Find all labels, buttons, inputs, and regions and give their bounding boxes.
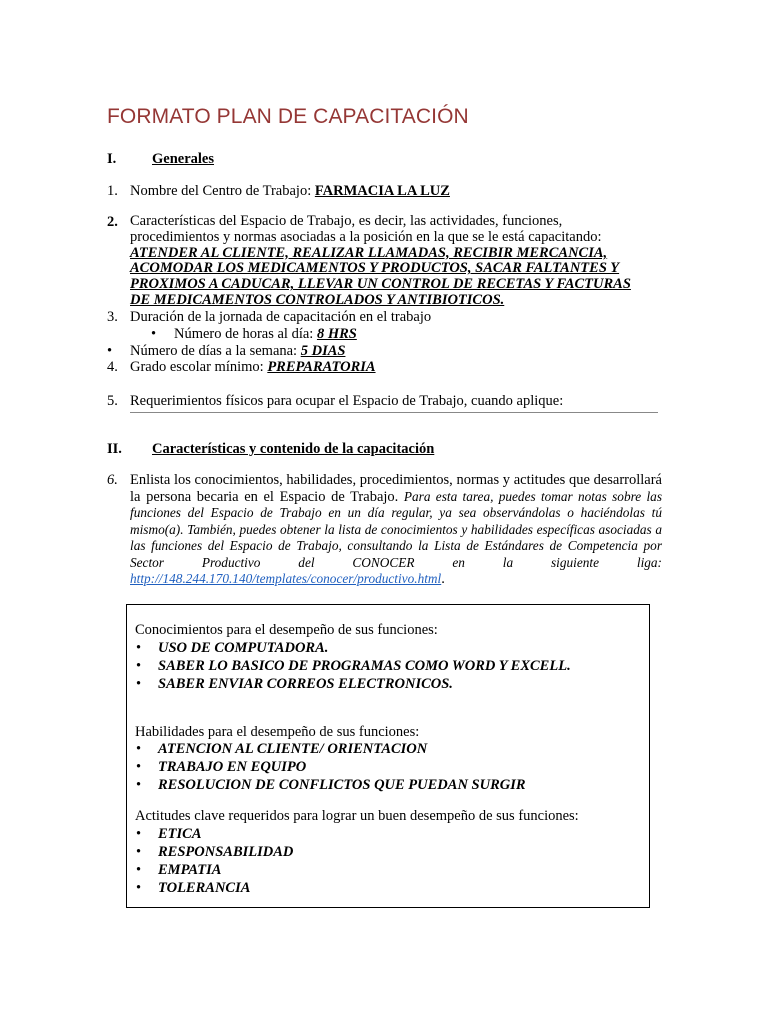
knowledge-item: • USO DE COMPUTADORA. (158, 640, 328, 656)
attitudes-item: • RESPONSABILIDAD (158, 844, 293, 860)
item2-number: 2. (107, 214, 118, 230)
hours-value: 8 HRS (316, 326, 357, 342)
competencies-box (126, 604, 650, 908)
item1-label: Nombre del Centro de Trabajo: (130, 183, 315, 199)
days-bullet-icon: • (107, 343, 113, 359)
item4-row (130, 359, 376, 375)
item2-label: Características del Espacio de Trabajo, es decir, las actividades, funciones, procedimientos y normas asociadas a la posición en la que se le está capacitando: (130, 213, 602, 245)
attitudes-heading: Actitudes clave requeridos para lograr un buen desempeño de sus funciones: (135, 808, 579, 824)
attitudes-item: • ETICA (158, 826, 202, 842)
item2-paragraph (130, 214, 645, 309)
section2-heading: Características y contenido de la capacitación (152, 441, 435, 457)
item5-number: 5. (107, 393, 118, 409)
attitudes-item: • TOLERANCIA (158, 880, 250, 896)
item6-paragraph (130, 472, 662, 588)
item4-number: 4. (107, 359, 118, 375)
item1-number: 1. (107, 183, 118, 199)
item6-hint: Para esta tarea, puedes tomar notas sobre las funciones del Espacio de Trabajo en un día regular, ya sea observándolas o haciéndolas tú mismo(a). También, puedes obtener la lista de conocimientos y habilidades específicas asociadas a las funciones del Espacio de Trabajo, consultando la Lista de Estándares de Competencia por Sector Productivo del CONOCER en la siguiente liga: (130, 488, 662, 570)
days-row (130, 343, 345, 359)
knowledge-heading: Conocimientos para el desempeño de sus funciones: (135, 622, 438, 638)
skills-item: • TRABAJO EN EQUIPO (158, 759, 306, 775)
item2-value: ATENDER AL CLIENTE, REALIZAR LLAMADAS, RECIBIR MERCANCIA, ACOMODAR LOS MEDICAMENTOS Y PRODUCTOS, SACAR FALTANTES Y PROXIMOS A CADUCAR, LLEVAR UN CONTROL DE RECETAS Y FACTURAS DE MEDICAMENTOS CONTROLADOS Y ANTIBIOTICOS. (130, 244, 631, 308)
hours-label: Número de horas al día: (174, 326, 317, 342)
blank-answer-line (130, 412, 658, 413)
knowledge-item: • SABER LO BASICO DE PROGRAMAS COMO WORD Y EXCELL. (158, 658, 571, 674)
skills-item: • RESOLUCION DE CONFLICTOS QUE PUEDAN SURGIR (158, 777, 526, 793)
item6-number: 6. (107, 472, 118, 488)
item3-number: 3. (107, 309, 118, 325)
item1-value: FARMACIA LA LUZ (314, 183, 450, 199)
days-value: 5 DIAS (300, 343, 346, 359)
skills-heading: Habilidades para el desempeño de sus funciones: (135, 724, 420, 740)
item4-value: PREPARATORIA (267, 359, 376, 375)
section1-number: I. (107, 151, 117, 167)
knowledge-item: • SABER ENVIAR CORREOS ELECTRONICOS. (158, 676, 453, 692)
item6-text: Enlista los conocimientos, habilidades, procedimientos, normas y actitudes que desarrollará la persona becaria en el Espacio de Trabajo. (130, 472, 662, 505)
skills-item: • ATENCION AL CLIENTE/ ORIENTACION (158, 741, 427, 757)
hours-bullet-icon: • (151, 326, 157, 342)
hours-row (174, 326, 357, 342)
section2-number: II. (107, 441, 122, 457)
item6-end: . (441, 571, 445, 587)
attitudes-item: • EMPATIA (158, 862, 221, 878)
item3-label: Duración de la jornada de capacitación en el trabajo (130, 309, 432, 325)
conocer-link[interactable]: http://148.244.170.140/templates/conocer/productivo.html (130, 571, 442, 586)
item5-label: Requerimientos físicos para ocupar el Espacio de Trabajo, cuando aplique: (130, 393, 564, 409)
section1-heading: Generales (152, 151, 215, 167)
page-title: FORMATO PLAN DE CAPACITACIÓN (107, 105, 469, 128)
days-label: Número de días a la semana: (130, 343, 301, 359)
item4-label: Grado escolar mínimo: (130, 359, 268, 375)
item1-row (130, 183, 450, 199)
